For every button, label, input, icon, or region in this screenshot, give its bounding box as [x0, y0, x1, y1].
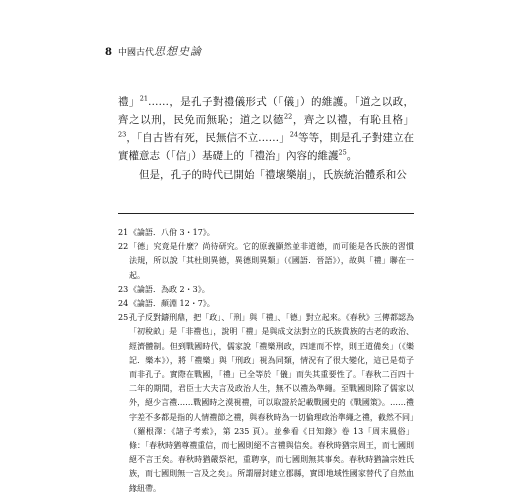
footnote-ref-24[interactable]: 24: [289, 130, 299, 139]
footnote-ref-23[interactable]: 23: [118, 130, 127, 139]
footnote-number: 22: [118, 242, 129, 252]
text-run: 等等，則是孔子對建立在實權意志（「信」）基礎上的「禮治」內容的維護: [118, 132, 414, 162]
footnote-text: 孔子反對鑄刑鼎，把「政」、「刑」與「禮」、「德」對立起來。《春秋》三傳都認為「初稅畝」是「非禮也」，說明「禮」是與成文法對立的氏族貴族的古老的政治、經濟體制。但到戰國時代，儒家說「禮樂刑政，四達而不悖，則王道備矣」（《樂記．樂本》），將「禮樂」與「刑政」視為同類，情況有了很大變化，這已是荀子而非孔子。實際在戰國，「禮」已全等於「儀」而失其重要性了。「春秋二百四十二年的期間，君臣士大夫言及政治人生，無不以禮為準繩。至戰國則除了儒家以外，絕少言禮……戰國時之漠視禮，可以取證於記載戰國史的《戰國策》。……禮字差不多都是指的人情禮節之禮，與春秋時為一切倫理政治準繩之禮，截然不同」（羅根澤：《諸子考索》，第 235 頁）。並參看《日知錄》卷 13「周末風俗」條：「春秋時猶尊禮重信，而七國則絕不言禮與信矣。春秋時猶宗周王，而七國則絕不言王矣。春秋時猶嚴祭祀，重聘享，而七國則無其事矣。春秋時猶論宗姓氏族，而七國則無一言及之矣」。所謂層封建立郡縣，實即地域性國家替代了自然血緣紐帶。: [129, 313, 414, 493]
footnote-ref-21[interactable]: 21: [139, 94, 149, 103]
footnote-text: 「德」究竟是什麼？尚待研究。它的原義顯然並非道德，而可能是各氏族的習慣法規，所以說「其杜則異德，異德則異類」（《國語．晉語》），故與「禮」聯在一起。: [129, 242, 414, 280]
text-run: 。: [346, 150, 358, 162]
text-run: 禮」: [118, 96, 140, 108]
footnote-23: [118, 283, 414, 297]
running-header: [105, 46, 202, 59]
book-subtitle-calligraphy: 思想史論: [153, 45, 202, 58]
footnote-number: 23: [118, 284, 129, 294]
footnote-number: 25: [118, 313, 129, 323]
footnote-21: [118, 226, 414, 240]
footnote-separator: [118, 213, 414, 214]
paragraph-1: [118, 93, 414, 165]
text-run: ，齊之以禮，有恥且格」: [292, 114, 415, 126]
page-number: 8: [105, 47, 112, 58]
footnote-ref-25[interactable]: 25: [338, 148, 347, 157]
paragraph-2: 但是，孔子的時代已開始「禮壞樂崩」，氏族統治體系和公: [139, 169, 407, 181]
footnote-number: 21: [118, 228, 129, 237]
footnote-text: 《論語．八佾 3・17》。: [129, 228, 215, 237]
text-run: ……，是孔子對禮儀形式（「儀」）的維護。「道之以政，齊之以刑，民免而無恥；道之以德: [118, 96, 415, 126]
footnote-25: [118, 311, 414, 496]
main-text: [118, 93, 414, 184]
footnote-text: 《論語．顏淵 12・7》。: [129, 299, 215, 309]
footnote-text: 《論語．為政 2・3》。: [129, 284, 210, 294]
footnote-22: [118, 240, 414, 283]
footnote-number: 24: [118, 299, 129, 309]
book-title: 中國古代: [117, 48, 154, 58]
footnotes: [118, 226, 414, 496]
footnote-ref-22[interactable]: 22: [284, 112, 293, 121]
footnote-24: [118, 297, 414, 311]
text-run: ，「自古皆有死，民無信不立……」: [126, 132, 290, 144]
